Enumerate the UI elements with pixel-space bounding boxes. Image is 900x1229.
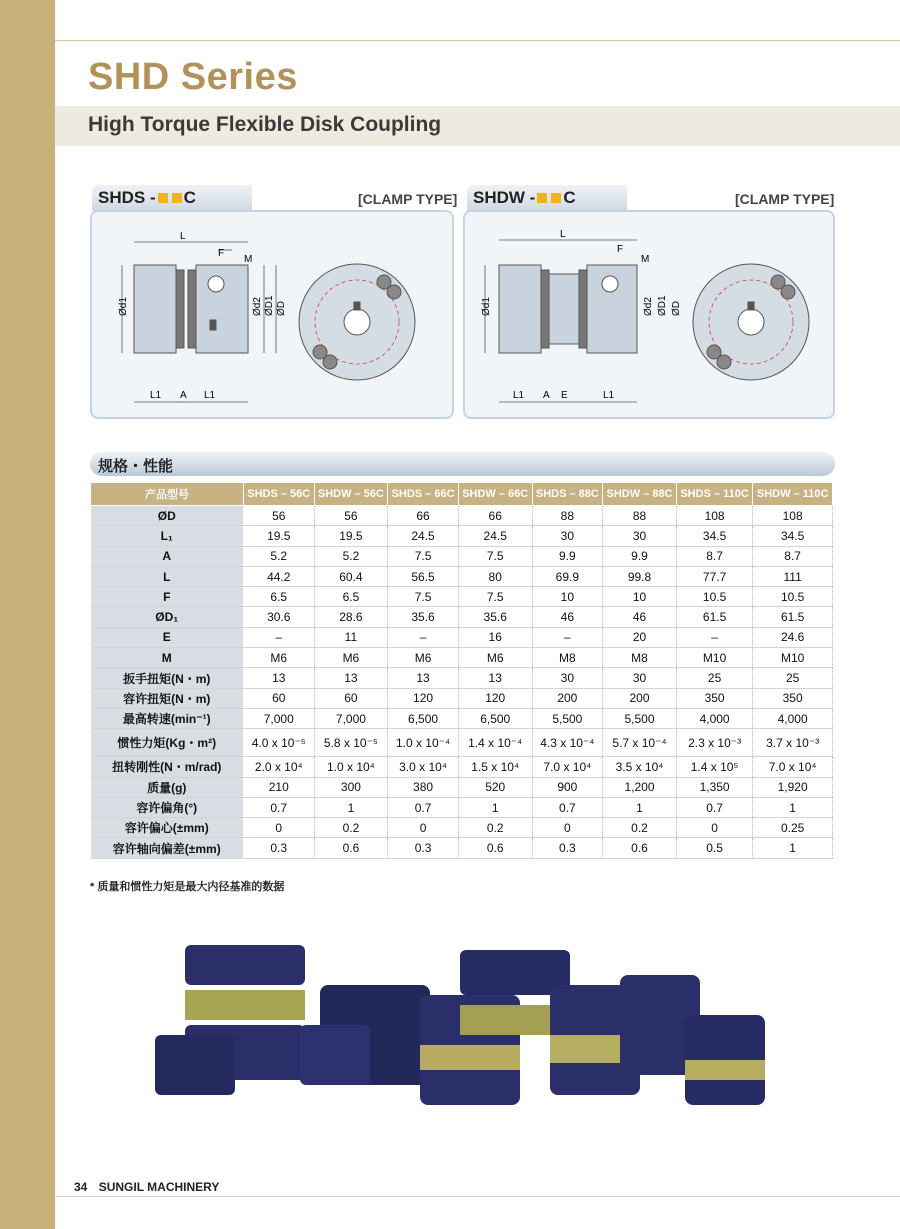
table-cell: 56: [244, 506, 315, 526]
table-cell: 80: [458, 566, 532, 586]
table-row: [91, 688, 833, 708]
table-cell: 7,000: [314, 708, 388, 728]
table-cell: 11: [314, 627, 388, 647]
table-cell: 0.5: [676, 838, 752, 858]
table-cell: 0.3: [388, 838, 459, 858]
table-cell: 88: [603, 506, 677, 526]
dim-L: L: [560, 229, 566, 240]
dim-L1: L1: [603, 390, 615, 401]
row-label: A: [91, 546, 244, 566]
table-cell: 1: [753, 797, 833, 817]
diagram-prefix: SHDS -: [98, 188, 156, 207]
table-cell: 2.3 x 10⁻³: [676, 729, 752, 757]
table-cell: 7.0 x 10⁴: [753, 757, 833, 777]
table-row: [91, 506, 833, 526]
table-cell: 1.0 x 10⁴: [314, 757, 388, 777]
table-row: [91, 708, 833, 728]
spec-section-title: 规格・性能: [98, 458, 174, 475]
table-cell: 0.2: [458, 818, 532, 838]
table-cell: 24.6: [753, 627, 833, 647]
table-cell: 120: [458, 688, 532, 708]
row-label: 质量(g): [91, 777, 244, 797]
coupling-drawing-shdw: [465, 212, 833, 417]
column-header: SHDW – 66C: [458, 483, 532, 506]
table-cell: 88: [532, 506, 603, 526]
table-row: [91, 566, 833, 586]
page-title: SHD Series: [88, 56, 298, 98]
row-label: 容许扭矩(N・m): [91, 688, 244, 708]
table-cell: 66: [388, 506, 459, 526]
table-cell: 0.7: [388, 797, 459, 817]
table-cell: 30: [532, 526, 603, 546]
page-subtitle: High Torque Flexible Disk Coupling: [88, 113, 442, 136]
table-cell: 520: [458, 777, 532, 797]
table-cell: M6: [458, 648, 532, 668]
table-cell: 5.8 x 10⁻⁵: [314, 729, 388, 757]
table-cell: 5.2: [244, 546, 315, 566]
diagram-prefix: SHDW -: [473, 188, 536, 207]
dim-E: E: [561, 390, 568, 401]
column-header: SHDS – 56C: [244, 483, 315, 506]
table-row: [91, 526, 833, 546]
row-label: 容许偏角(°): [91, 797, 244, 817]
row-label: ØD₁: [91, 607, 244, 627]
bottom-rule: [55, 1196, 900, 1197]
table-row: [91, 838, 833, 858]
table-cell: 900: [532, 777, 603, 797]
table-cell: 7.0 x 10⁴: [532, 757, 603, 777]
table-cell: 13: [244, 668, 315, 688]
table-cell: –: [244, 627, 315, 647]
header-label: 产品型号: [91, 483, 244, 506]
table-cell: 35.6: [458, 607, 532, 627]
dim-D: ØD: [276, 301, 287, 316]
left-accent-stripe: [0, 0, 55, 1229]
table-cell: 7.5: [388, 546, 459, 566]
table-cell: 7.5: [388, 587, 459, 607]
clamp-type-label: [CLAMP TYPE]: [358, 191, 458, 207]
table-cell: 0.7: [244, 797, 315, 817]
table-cell: 120: [388, 688, 459, 708]
table-cell: 0.25: [753, 818, 833, 838]
table-cell: 24.5: [458, 526, 532, 546]
table-cell: 30: [603, 668, 677, 688]
table-row: [91, 607, 833, 627]
table-cell: 4.0 x 10⁻⁵: [244, 729, 315, 757]
table-cell: 1: [753, 838, 833, 858]
dim-A: A: [543, 390, 550, 401]
table-cell: 24.5: [388, 526, 459, 546]
table-cell: 108: [676, 506, 752, 526]
table-cell: 30.6: [244, 607, 315, 627]
table-cell: 77.7: [676, 566, 752, 586]
diagram-tab-shds: [92, 185, 262, 211]
table-row: [91, 777, 833, 797]
table-cell: M8: [532, 648, 603, 668]
table-cell: 1,200: [603, 777, 677, 797]
dim-M: M: [641, 254, 650, 265]
diagram-tab-shdw: [467, 185, 637, 211]
table-cell: 1.5 x 10⁴: [458, 757, 532, 777]
table-cell: 1.0 x 10⁻⁴: [388, 729, 459, 757]
dim-d2: Ød2: [252, 297, 263, 316]
row-label: E: [91, 627, 244, 647]
table-cell: 0.7: [532, 797, 603, 817]
row-label: ØD: [91, 506, 244, 526]
clamp-type-label: [CLAMP TYPE]: [735, 191, 835, 207]
table-cell: 44.2: [244, 566, 315, 586]
table-cell: 10: [532, 587, 603, 607]
table-cell: 7,000: [244, 708, 315, 728]
page-number: 34: [74, 1180, 88, 1194]
table-cell: 10.5: [676, 587, 752, 607]
table-cell: 300: [314, 777, 388, 797]
table-cell: –: [388, 627, 459, 647]
column-header: SHDS – 88C: [532, 483, 603, 506]
table-cell: 34.5: [753, 526, 833, 546]
table-cell: 4.3 x 10⁻⁴: [532, 729, 603, 757]
footnote: * 质量和惯性力矩是最大内径基准的数据: [90, 881, 285, 893]
column-header: SHDW – 110C: [753, 483, 833, 506]
row-label: 扭转刚性(N・m/rad): [91, 757, 244, 777]
table-cell: 0.6: [314, 838, 388, 858]
table-cell: M6: [244, 648, 315, 668]
table-cell: 1: [314, 797, 388, 817]
dim-F: F: [218, 248, 225, 259]
table-cell: 1,920: [753, 777, 833, 797]
table-cell: M10: [676, 648, 752, 668]
table-cell: 34.5: [676, 526, 752, 546]
company-name: SUNGIL MACHINERY: [98, 1180, 220, 1194]
table-cell: 13: [314, 668, 388, 688]
table-cell: 0: [532, 818, 603, 838]
table-cell: 13: [388, 668, 459, 688]
table-cell: 200: [603, 688, 677, 708]
table-cell: M6: [388, 648, 459, 668]
dim-F: F: [617, 244, 624, 255]
table-cell: 28.6: [314, 607, 388, 627]
table-cell: 25: [753, 668, 833, 688]
dim-d1: Ød1: [118, 297, 129, 316]
table-row: [91, 627, 833, 647]
marker-square: [158, 193, 168, 203]
table-cell: M10: [753, 648, 833, 668]
table-cell: 1: [603, 797, 677, 817]
table-cell: 25: [676, 668, 752, 688]
table-row: [91, 757, 833, 777]
table-cell: 99.8: [603, 566, 677, 586]
table-cell: 5,500: [532, 708, 603, 728]
table-cell: 6.5: [244, 587, 315, 607]
table-header-row: [91, 483, 833, 506]
row-label: L₁: [91, 526, 244, 546]
top-rule: [55, 40, 900, 41]
table-cell: 0.6: [458, 838, 532, 858]
dim-d2: Ød2: [643, 297, 654, 316]
table-cell: 1.4 x 10⁻⁴: [458, 729, 532, 757]
table-cell: 0: [676, 818, 752, 838]
table-cell: 13: [458, 668, 532, 688]
table-cell: 210: [244, 777, 315, 797]
column-header: SHDW – 56C: [314, 483, 388, 506]
table-cell: 5.2: [314, 546, 388, 566]
table-cell: 7.5: [458, 587, 532, 607]
row-label: L: [91, 566, 244, 586]
table-cell: 61.5: [676, 607, 752, 627]
table-cell: 111: [753, 566, 833, 586]
table-cell: 5,500: [603, 708, 677, 728]
table-cell: 2.0 x 10⁴: [244, 757, 315, 777]
table-cell: 60: [244, 688, 315, 708]
marker-square: [551, 193, 561, 203]
dim-D: ØD: [671, 301, 682, 316]
table-cell: 3.5 x 10⁴: [603, 757, 677, 777]
table-row: [91, 648, 833, 668]
row-label: 扳手扭矩(N・m): [91, 668, 244, 688]
table-cell: 350: [753, 688, 833, 708]
table-cell: 8.7: [753, 546, 833, 566]
table-cell: 9.9: [603, 546, 677, 566]
dim-L1: L1: [150, 390, 162, 401]
table-cell: 8.7: [676, 546, 752, 566]
table-cell: 108: [753, 506, 833, 526]
table-cell: 9.9: [532, 546, 603, 566]
marker-square: [172, 193, 182, 203]
diagram-box-shds: [90, 210, 454, 419]
table-cell: 0: [388, 818, 459, 838]
table-cell: 200: [532, 688, 603, 708]
dim-D1: ØD1: [264, 295, 275, 316]
table-row: [91, 587, 833, 607]
dim-L: L: [180, 231, 186, 242]
table-cell: 56: [314, 506, 388, 526]
diagram-suffix: C: [183, 188, 196, 207]
table-row: [91, 546, 833, 566]
table-cell: 4,000: [753, 708, 833, 728]
table-cell: –: [676, 627, 752, 647]
table-cell: 5.7 x 10⁻⁴: [603, 729, 677, 757]
table-cell: 0.3: [244, 838, 315, 858]
dim-M: M: [244, 254, 253, 265]
table-cell: 66: [458, 506, 532, 526]
table-cell: 380: [388, 777, 459, 797]
table-cell: –: [532, 627, 603, 647]
table-cell: 0: [244, 818, 315, 838]
table-cell: 60: [314, 688, 388, 708]
table-cell: 4,000: [676, 708, 752, 728]
row-label: 容许轴向偏差(±mm): [91, 838, 244, 858]
table-cell: 0.7: [676, 797, 752, 817]
table-cell: 46: [603, 607, 677, 627]
row-label: 惯性力矩(Kg・m²): [91, 729, 244, 757]
table-cell: 60.4: [314, 566, 388, 586]
table-cell: 56.5: [388, 566, 459, 586]
table-cell: 69.9: [532, 566, 603, 586]
dim-L1: L1: [204, 390, 216, 401]
row-label: 容许偏心(±mm): [91, 818, 244, 838]
dim-A: A: [180, 390, 187, 401]
marker-square: [537, 193, 547, 203]
table-cell: 6,500: [458, 708, 532, 728]
table-cell: M6: [314, 648, 388, 668]
table-cell: 0.6: [603, 838, 677, 858]
table-cell: 3.7 x 10⁻³: [753, 729, 833, 757]
diagram-box-shdw: [463, 210, 835, 419]
table-cell: 30: [532, 668, 603, 688]
table-cell: 6,500: [388, 708, 459, 728]
table-cell: 0.3: [532, 838, 603, 858]
table-cell: 7.5: [458, 546, 532, 566]
table-cell: 30: [603, 526, 677, 546]
footer: [74, 1180, 219, 1194]
table-cell: 10: [603, 587, 677, 607]
product-photo: [140, 935, 770, 1135]
spec-section-bar: [90, 452, 835, 476]
table-cell: 61.5: [753, 607, 833, 627]
coupling-drawing-shds: [92, 212, 452, 417]
column-header: SHDS – 66C: [388, 483, 459, 506]
table-cell: M8: [603, 648, 677, 668]
row-label: 最高转速(min⁻¹): [91, 708, 244, 728]
table-row: [91, 668, 833, 688]
table-cell: 0.2: [603, 818, 677, 838]
spec-table: [90, 482, 833, 859]
table-row: [91, 818, 833, 838]
table-row: [91, 797, 833, 817]
table-cell: 20: [603, 627, 677, 647]
table-cell: 10.5: [753, 587, 833, 607]
diagram-suffix: C: [563, 188, 576, 207]
table-cell: 19.5: [314, 526, 388, 546]
column-header: SHDS – 110C: [676, 483, 752, 506]
table-cell: 1: [458, 797, 532, 817]
table-cell: 350: [676, 688, 752, 708]
table-cell: 1.4 x 10⁵: [676, 757, 752, 777]
column-header: SHDW – 88C: [603, 483, 677, 506]
table-cell: 1,350: [676, 777, 752, 797]
table-cell: 46: [532, 607, 603, 627]
table-cell: 35.6: [388, 607, 459, 627]
dim-d1: Ød1: [481, 297, 492, 316]
table-row: [91, 729, 833, 757]
table-cell: 3.0 x 10⁴: [388, 757, 459, 777]
dim-L1: L1: [513, 390, 525, 401]
table-cell: 16: [458, 627, 532, 647]
coupling-image: [155, 945, 765, 1105]
row-label: M: [91, 648, 244, 668]
dim-D1: ØD1: [657, 295, 668, 316]
row-label: F: [91, 587, 244, 607]
table-cell: 19.5: [244, 526, 315, 546]
table-cell: 6.5: [314, 587, 388, 607]
table-cell: 0.2: [314, 818, 388, 838]
